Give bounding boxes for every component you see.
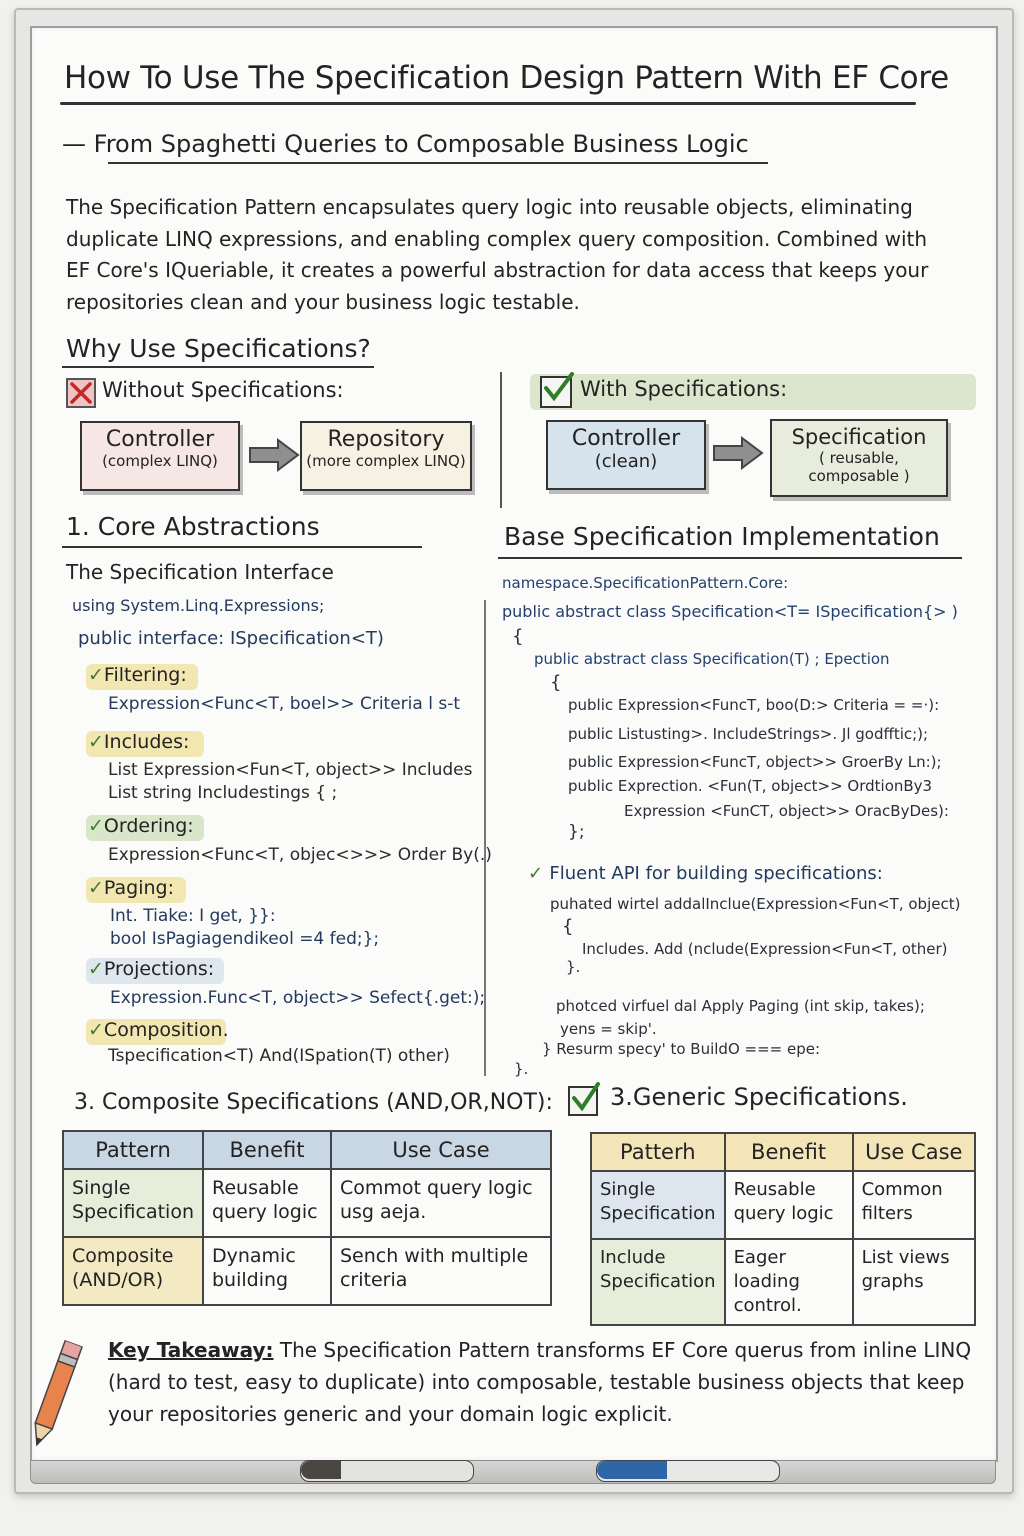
interface-label: The Specification Interface <box>66 560 334 584</box>
check-icon: ✓ <box>88 958 104 980</box>
page-subtitle: — From Spaghetti Queries to Composable Business Logic <box>62 130 749 158</box>
with-label: With Specifications: <box>580 377 788 401</box>
filtering-title: ✓Filtering: <box>88 664 187 686</box>
code-line-inner-brace: { <box>550 672 562 693</box>
why-underline <box>62 366 374 368</box>
fluent-line-7: } Resurm specy' to BuildO === epe: <box>542 1040 821 1058</box>
projections-line: Expression.Func<T, object>> Sefect{.get:); <box>110 988 486 1008</box>
table-cell: Reusable query logic <box>203 1169 331 1237</box>
base-underline <box>498 557 962 559</box>
table-cell: Common filters <box>853 1171 975 1239</box>
ordering-title: ✓Ordering: <box>88 815 194 837</box>
check-icon: ✓ <box>88 1019 104 1041</box>
fluent-line-4: }. <box>566 958 581 976</box>
code-line-inner-class: public abstract class Specification(T) ; Epection <box>534 650 890 668</box>
paging-line-2: bool IsPagiagendikeol =4 fed;}; <box>110 929 380 949</box>
core-underline <box>62 546 422 548</box>
paging-title: ✓Paging: <box>88 877 175 899</box>
table-header-row <box>591 1133 975 1171</box>
ordering-line: Expression<Func<T, objec<>>> Order By(.) <box>108 845 492 865</box>
why-heading: Why Use Specifications? <box>66 334 371 363</box>
table-row <box>63 1169 551 1237</box>
table-row <box>591 1171 975 1239</box>
projections-title: ✓Projections: <box>88 958 215 980</box>
check-icon: ✓ <box>88 731 104 753</box>
box-subtitle-1: ( reusable, <box>819 449 899 467</box>
paging-line-1: Int. Tiake: I get, }}: <box>110 906 276 926</box>
controller-complex-box <box>80 421 240 491</box>
table-cell: Eager loading control. <box>725 1239 853 1325</box>
subtitle-underline <box>108 162 768 164</box>
using-line: using System.Linq.Expressions; <box>72 596 325 615</box>
check-icon: ✓ <box>88 664 104 686</box>
fluent-line-5: photced virfuel dal Apply Paging (int skip, takes); <box>556 997 925 1015</box>
check-icon: ✓ <box>528 863 550 884</box>
code-line-includes: public Listusting>. IncludeStrings>. Jl godfftic;); <box>568 725 929 743</box>
marker-tray <box>30 1460 996 1484</box>
takeaway-text: The Specification Pattern transforms EF Core querus from inline LINQ (hard to test, easy to duplicate) into composable, testable business objects that keep your repositories generic and your domain logic explicit. <box>108 1338 972 1426</box>
header-pattern: Pattern <box>63 1131 203 1169</box>
box-subtitle-2: composable ) <box>808 467 910 485</box>
box-title: Controller <box>105 427 215 452</box>
fluent-line-8: }. <box>514 1060 529 1078</box>
code-line-orderby-desc-expr: Expression <FunCT, object>> OracByDes): <box>624 802 949 820</box>
code-line-criteria: public Expression<FuncT, boo(D:> Criteria = =·): <box>568 696 940 714</box>
code-line-class: public abstract class Specification<T= ISpecification{> ) <box>502 602 958 621</box>
base-heading: Base Specification Implementation <box>504 522 940 551</box>
table-cell: Commot query logic usg aeja. <box>331 1169 551 1237</box>
table-cell: List views graphs <box>853 1239 975 1325</box>
table-row <box>63 1237 551 1305</box>
includes-title: ✓Includes: <box>88 731 190 753</box>
table-header-row <box>63 1131 551 1169</box>
code-line-orderby-desc: public Exprection. <Fun(T, object>> OrdtionBy3 <box>568 777 933 795</box>
includes-line-1: List Expression<Fun<T, object>> Includes <box>108 760 473 780</box>
fluent-line-6: yens = skip'. <box>560 1020 657 1038</box>
table-cell: Include Specification <box>591 1239 725 1325</box>
composition-title: ✓Composition. <box>88 1019 229 1041</box>
code-line-close: }; <box>568 822 585 842</box>
core-heading: 1. Core Abstractions <box>66 512 320 541</box>
blue-marker[interactable] <box>596 1460 780 1482</box>
without-label: Without Specifications: <box>102 378 344 402</box>
header-use-case: Use Case <box>331 1131 551 1169</box>
code-line-namespace: namespace.SpecificationPattern.Core: <box>502 574 789 592</box>
code-line-orderby: public Expression<FuncT, object>> GroerBy Ln:); <box>568 753 942 771</box>
specification-box <box>770 419 948 497</box>
takeaway-label: Key Takeaway: <box>108 1338 274 1362</box>
check-icon: ✓ <box>88 877 104 899</box>
table-cell: Composite (AND/OR) <box>63 1237 203 1305</box>
table-row <box>591 1239 975 1325</box>
header-benefit: Benefit <box>725 1133 853 1171</box>
table-cell: Single Specification <box>63 1169 203 1237</box>
black-marker[interactable] <box>300 1460 474 1482</box>
generic-heading: 3.Generic Specifications. <box>610 1083 908 1111</box>
code-line-brace: { <box>512 626 524 647</box>
table-cell: Reusable query logic <box>725 1171 853 1239</box>
check-icon: ✓ <box>88 815 104 837</box>
title-underline <box>60 102 916 105</box>
composite-heading: 3. Composite Specifications (AND,OR,NOT): <box>74 1090 553 1115</box>
includes-line-2: List string Includestings { ; <box>108 783 338 803</box>
box-title: Controller <box>571 426 681 451</box>
fluent-heading: ✓ Fluent API for building specifications: <box>528 863 883 884</box>
fluent-line-1: puhated wirtel addalInclue(Expression<Fun<T, object) <box>550 895 961 913</box>
fluent-line-2: { <box>562 916 574 937</box>
arrow-right-icon <box>248 438 300 472</box>
table-cell: Sench with multiple criteria <box>331 1237 551 1305</box>
table-cell: Dynamic building <box>203 1237 331 1305</box>
header-benefit: Benefit <box>203 1131 331 1169</box>
controller-clean-box <box>546 420 706 490</box>
composition-line: Tspecification<T) And(ISpation(T) other) <box>108 1046 450 1066</box>
cross-icon <box>66 378 96 408</box>
interface-line: public interface: ISpecification<T) <box>78 628 384 649</box>
table-cell: Single Specification <box>591 1171 725 1239</box>
box-subtitle: (clean) <box>594 451 658 472</box>
check-icon <box>568 1086 598 1116</box>
page-title: How To Use The Specification Design Pattern With EF Core <box>64 60 949 96</box>
filtering-line: Expression<Func<T, boel>> Criteria l s-t <box>108 694 460 714</box>
generic-table <box>590 1132 976 1326</box>
arrow-right-icon <box>712 436 764 470</box>
takeaway-paragraph <box>108 1334 988 1430</box>
header-use-case: Use Case <box>853 1133 975 1171</box>
box-title: Repository <box>327 427 445 452</box>
box-subtitle: (complex LINQ) <box>102 452 218 470</box>
check-icon <box>540 376 572 408</box>
box-subtitle: (more complex LINQ) <box>306 452 466 470</box>
composite-table <box>62 1130 552 1306</box>
header-pattern: Patterh <box>591 1133 725 1171</box>
repository-box <box>300 421 472 491</box>
box-title: Specification <box>791 425 927 449</box>
why-divider <box>500 372 502 508</box>
fluent-line-3: Includes. Add (nclude(Expression<Fun<T, other) <box>582 940 948 958</box>
intro-paragraph: The Specification Pattern encapsulates query logic into reusable objects, eliminating duplicate LINQ expressions, and enabling complex query composition. Combined with EF Core's IQueriable, it creates a powerful abstraction for data access that keeps your repositories clean and your business logic testable. <box>66 195 929 314</box>
